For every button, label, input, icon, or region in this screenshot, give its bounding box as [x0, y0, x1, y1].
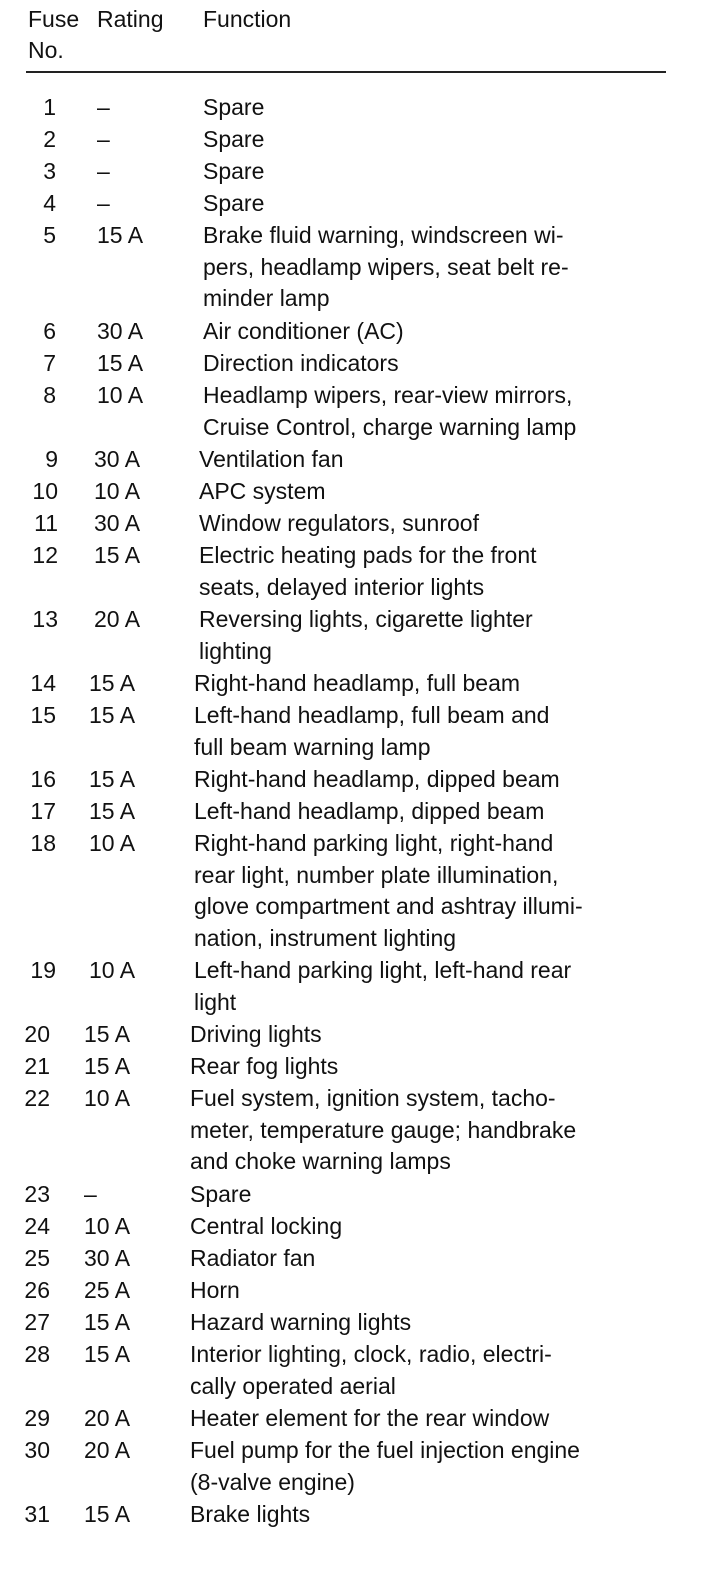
table-row [0, 955, 704, 1019]
header-fuse-no: Fuse No. [28, 6, 80, 63]
fuse-number: 26 [24, 1277, 50, 1303]
fuse-function: Left-hand headlamp, full beam and full beam warning lamp [194, 702, 550, 760]
fuse-rating: 15 A [84, 1021, 131, 1047]
fuse-function: Right-hand parking light, right-hand rear light, number plate illumination, glove compartment and ashtray illumi- nation, instrument lighting [194, 830, 583, 951]
table-row [0, 444, 704, 476]
fuse-rating: 20 A [84, 1405, 131, 1431]
fuse-number: 24 [24, 1213, 50, 1239]
fuse-number: 15 [30, 702, 56, 728]
fuse-number: 2 [43, 126, 56, 152]
fuse-function: APC system [199, 478, 326, 504]
fuse-rating: – [84, 1181, 97, 1207]
table-row [0, 92, 704, 124]
table-row [0, 508, 704, 540]
fuse-number: 30 [24, 1437, 50, 1463]
fuse-function: Brake fluid warning, windscreen wi- pers, headlamp wipers, seat belt re- minder lamp [203, 222, 569, 311]
table-row [0, 156, 704, 188]
fuse-rating: 15 A [84, 1309, 131, 1335]
fuse-number: 17 [30, 798, 56, 824]
fuse-number: 5 [43, 222, 56, 248]
fuse-number: 16 [30, 766, 56, 792]
fuse-rating: 15 A [89, 766, 136, 792]
fuse-function: Headlamp wipers, rear-view mirrors, Cruise Control, charge warning lamp [203, 382, 577, 440]
fuse-function: Fuel pump for the fuel injection engine (8-valve engine) [190, 1437, 580, 1495]
fuse-number: 22 [24, 1085, 50, 1111]
table-row [0, 188, 704, 220]
fuse-number: 13 [32, 606, 58, 632]
table-row [0, 220, 704, 316]
fuse-number: 29 [24, 1405, 50, 1431]
table-row [0, 828, 704, 955]
fuse-function: Driving lights [190, 1021, 322, 1047]
fuse-rating: 10 A [97, 382, 144, 408]
fuse-function: Direction indicators [203, 350, 399, 376]
fuse-function: Interior lighting, clock, radio, electri- cally operated aerial [190, 1341, 552, 1399]
fuse-rating: 10 A [94, 478, 141, 504]
table-row [0, 476, 704, 508]
fuse-rating: – [97, 158, 110, 184]
fuse-number: 11 [34, 510, 58, 536]
fuse-function: Right-hand headlamp, dipped beam [194, 766, 560, 792]
fuse-function: Left-hand parking light, left-hand rear light [194, 957, 572, 1015]
fuse-function: Ventilation fan [199, 446, 344, 472]
fuse-number: 23 [24, 1181, 50, 1207]
table-row [0, 604, 704, 668]
fuse-number: 27 [24, 1309, 50, 1335]
fuse-number: 1 [43, 94, 56, 120]
fuse-rating: 25 A [84, 1277, 131, 1303]
fuse-rating: 20 A [94, 606, 141, 632]
header-divider [26, 71, 666, 73]
fuse-rating: 15 A [84, 1341, 131, 1367]
fuse-rating: 15 A [89, 670, 136, 696]
table-row [0, 700, 704, 764]
table-row [0, 764, 704, 796]
fuse-rating: 15 A [84, 1501, 131, 1527]
fuse-function: Reversing lights, cigarette lighter lighting [199, 606, 533, 664]
fuse-rating: 15 A [89, 702, 136, 728]
header-rating: Rating [97, 6, 164, 32]
fuse-number: 8 [43, 382, 56, 408]
fuse-rating: 30 A [94, 510, 141, 536]
fuse-rating: 15 A [97, 350, 144, 376]
fuse-function: Horn [190, 1277, 240, 1303]
table-row [0, 1019, 704, 1051]
fuse-rating: 10 A [89, 957, 136, 983]
fuse-rating: 30 A [84, 1245, 131, 1271]
fuse-number: 4 [43, 190, 56, 216]
fuse-function: Electric heating pads for the front seats, delayed interior lights [199, 542, 537, 600]
fuse-rating: – [97, 190, 110, 216]
fuse-rating: 15 A [97, 222, 144, 248]
fuse-rating: 10 A [89, 830, 136, 856]
fuse-number: 19 [30, 957, 56, 983]
table-row [0, 1435, 704, 1499]
fuse-function: Hazard warning lights [190, 1309, 412, 1335]
fuse-rating: 30 A [97, 318, 144, 344]
fuse-number: 21 [24, 1053, 50, 1079]
fuse-rating: 15 A [89, 798, 136, 824]
table-row [0, 1083, 704, 1179]
fuse-function: Spare [203, 158, 265, 184]
fuse-function: Spare [203, 190, 265, 216]
fuse-function: Brake lights [190, 1501, 311, 1527]
fuse-number: 31 [24, 1501, 50, 1527]
fuse-number: 25 [24, 1245, 50, 1271]
table-row [0, 316, 704, 348]
fuse-number: 28 [24, 1341, 50, 1367]
table-row [0, 1051, 704, 1083]
fuse-rating: 10 A [84, 1213, 131, 1239]
fuse-rating: – [97, 126, 110, 152]
fuse-function: Rear fog lights [190, 1053, 339, 1079]
header-function: Function [203, 6, 292, 32]
table-row [0, 348, 704, 380]
fuse-function: Spare [203, 126, 265, 152]
table-row [0, 1403, 704, 1435]
fuse-number: 6 [43, 318, 56, 344]
table-row [0, 380, 704, 444]
fuse-function: Window regulators, sunroof [199, 510, 479, 536]
table-row [0, 1339, 704, 1403]
table-row [0, 1243, 704, 1275]
fuse-function: Radiator fan [190, 1245, 316, 1271]
fuse-rating: 20 A [84, 1437, 131, 1463]
table-row [0, 1499, 704, 1531]
fuse-rows [0, 92, 704, 1531]
fuse-function: Fuel system, ignition system, tacho- meter, temperature gauge; handbrake and choke warning lamps [190, 1085, 577, 1174]
fuse-number: 10 [32, 478, 58, 504]
fuse-rating: 15 A [84, 1053, 131, 1079]
table-row [0, 124, 704, 156]
table-header [0, 4, 704, 68]
fuse-function: Heater element for the rear window [190, 1405, 550, 1431]
fuse-number: 9 [45, 446, 58, 472]
fuse-number: 18 [30, 830, 56, 856]
table-row [0, 1179, 704, 1211]
fuse-function: Air conditioner (AC) [203, 318, 404, 344]
fuse-function: Central locking [190, 1213, 343, 1239]
fuse-function: Left-hand headlamp, dipped beam [194, 798, 545, 824]
table-row [0, 1307, 704, 1339]
fuse-number: 20 [24, 1021, 50, 1047]
fuse-number: 7 [43, 350, 56, 376]
fuse-rating: 15 A [94, 542, 141, 568]
fuse-rating: – [97, 94, 110, 120]
table-row [0, 796, 704, 828]
fuse-number: 3 [43, 158, 56, 184]
table-row [0, 540, 704, 604]
fuse-rating: 10 A [84, 1085, 131, 1111]
fuse-function: Right-hand headlamp, full beam [194, 670, 521, 696]
table-row [0, 668, 704, 700]
fuse-rating: 30 A [94, 446, 141, 472]
fuse-function: Spare [203, 94, 265, 120]
fuse-number: 14 [30, 670, 56, 696]
table-row [0, 1275, 704, 1307]
table-row [0, 1211, 704, 1243]
fuse-function: Spare [190, 1181, 252, 1207]
fuse-number: 12 [32, 542, 58, 568]
